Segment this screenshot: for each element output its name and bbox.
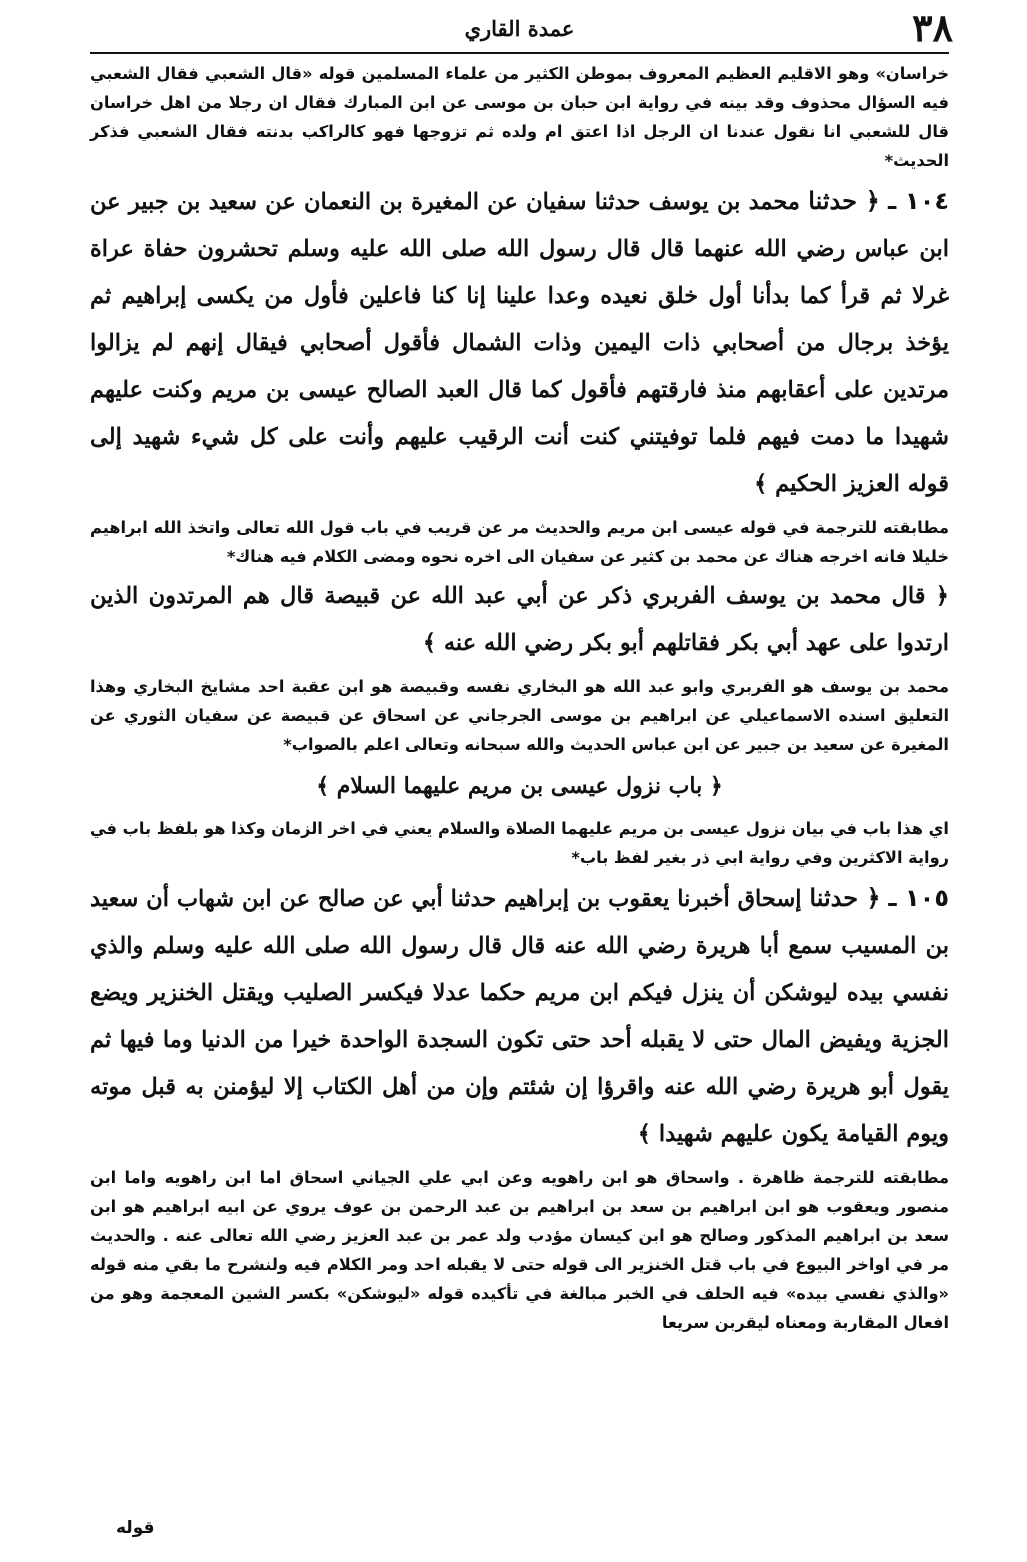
hadith-104-appendix: ﴿ قال محمد بن يوسف الفربري ذكر عن أبي عبد الله عن قبيصة قال هم المرتدون الذين ارتدوا على عهد أبي بكر فقاتلهم أبو بكر رضي الله عنه ﴾ (90, 583, 949, 656)
commentary-paragraph: مطابقته للترجمة في قوله عيسى ابن مريم والحديث مر عن قريب في باب قول الله تعالى واتخذ الله ابراهيم خليلا فانه اخرجه هناك عن محمد بن كثير عن سفيان الى اخره نحوه ومضى الكلام فيه هناك* (90, 518, 949, 566)
commentary-paragraph: خراسان» وهو الاقليم العظيم المعروف بموطن الكثير من علماء المسلمين قوله «قال الشعبي فقال الشعبي فيه السؤال محذوف وقد بينه في رواية ابن حبان بن موسى عن ابن المبارك فقال ان رجلا من اهل خراسان قال للشعبي انا نقول عندنا ان الرجل اذا اعتق ام ولده ثم تزوجها فهو كالراكب بدنته فقال الشعبي فذكر الحديث* (90, 64, 949, 170)
catchword: قوله (116, 1518, 155, 1538)
hadith-opening: ﴿ حدثنا (808, 186, 880, 215)
hadith-104 (90, 177, 949, 508)
page-header (90, 5, 953, 54)
hadith-opening: ﴿ حدثنا (809, 883, 881, 912)
hadith-105 (90, 874, 949, 1158)
page-number: ٣٨ (912, 5, 953, 50)
commentary-paragraph: محمد بن يوسف هو الفربري وابو عبد الله هو البخاري نفسه وقبيصة هو ابن عقبة احد مشايخ البخاري وهذا التعليق اسنده الاسماعيلي عن ابراهيم بن موسى الجرجاني عن اسحاق عن قبيصة عن سفيان الثوري عن المغيرة عن سعيد بن جبير عن ابن عباس الحديث والله سبحانه وتعالى اعلم بالصواب* (90, 677, 949, 754)
commentary-paragraph: اي هذا باب في بيان نزول عيسى بن مريم عليهما الصلاة والسلام يعني في اخر الزمان وكذا هو بلفظ باب في رواية الاكثرين وفي رواية ابي ذر بغير لفظ باب* (90, 819, 949, 867)
hadith-text: إسحاق أخبرنا يعقوب بن إبراهيم حدثنا أبي عن صالح عن ابن شهاب أن سعيد بن المسيب سمع أبا هريرة رضي الله عنه قال قال رسول الله صلى الله عليه وسلم والذي نفسي بيده ليوشكن أن ينزل فيكم ابن مريم حكما عدلا فيكسر الصليب ويقتل الخنزير ويضع الجزية ويفيض المال حتى لا يقبله أحد حتى تكون السجدة الواحدة خيرا من الدنيا وما فيها ثم يقول أبو هريرة رضي الله عنه واقرؤا إن شئتم وإن من أهل الكتاب إلا ليؤمنن به قبل موته ويوم القيامة يكون عليهم شهيدا ﴾ (90, 886, 949, 1147)
hadith-number: ١٠٥ ـ (888, 884, 949, 912)
commentary-paragraph: مطابقته للترجمة ظاهرة . واسحاق هو ابن راهويه وعن ابي علي الجياني اسحاق اما ابن راهويه واما ابن منصور ويعقوب هو ابن ابراهيم بن سعد بن ابراهيم بن عبد الرحمن بن عوف يروي عن ابيه ابراهيم هو ابن سعد بن ابراهيم المذكور وصالح هو ابن كيسان مؤدب ولد عمر بن عبد العزيز رضي الله تعالى عنه . والحديث مر في اواخر البيوع في باب قتل الخنزير الى قوله حتى لا يقبله احد ومر الكلام فيه ولنشرح ما بقي منه قوله «والذي نفسي بيده» فيه الحلف في الخبر مبالغة في تأكيده قوله «ليوشكن» بكسر الشين المعجمة وهو من افعال المقاربة ومعناه ليقربن سريعا (90, 1168, 949, 1332)
running-title: عمدة القاري (464, 16, 575, 41)
hadith-number: ١٠٤ ـ (888, 187, 949, 215)
chapter-heading: ﴿ باب نزول عيسى بن مريم عليهما السلام ﴾ (316, 773, 723, 799)
hadith-text: محمد بن يوسف حدثنا سفيان عن المغيرة بن النعمان عن سعيد بن جبير عن ابن عباس رضي الله عنهما قال قال رسول الله صلى الله عليه وسلم تحشرون حفاة عراة غرلا ثم قرأ كما بدأنا أول خلق نعيده وعدا علينا إنا كنا فاعلين فأول من يكسى إبراهيم ثم يؤخذ برجال من أصحابي ذات اليمين وذات الشمال فأقول أصحابي فيقال إنهم لم يزالوا مرتدين على أعقابهم منذ فارقتهم فأقول كما قال العبد الصالح عيسى بن مريم وكنت عليهم شهيدا ما دمت فيهم فلما توفيتني كنت أنت الرقيب عليهم وأنت على كل شيء شهيد إلى قوله العزيز الحكيم ﴾ (90, 189, 949, 497)
